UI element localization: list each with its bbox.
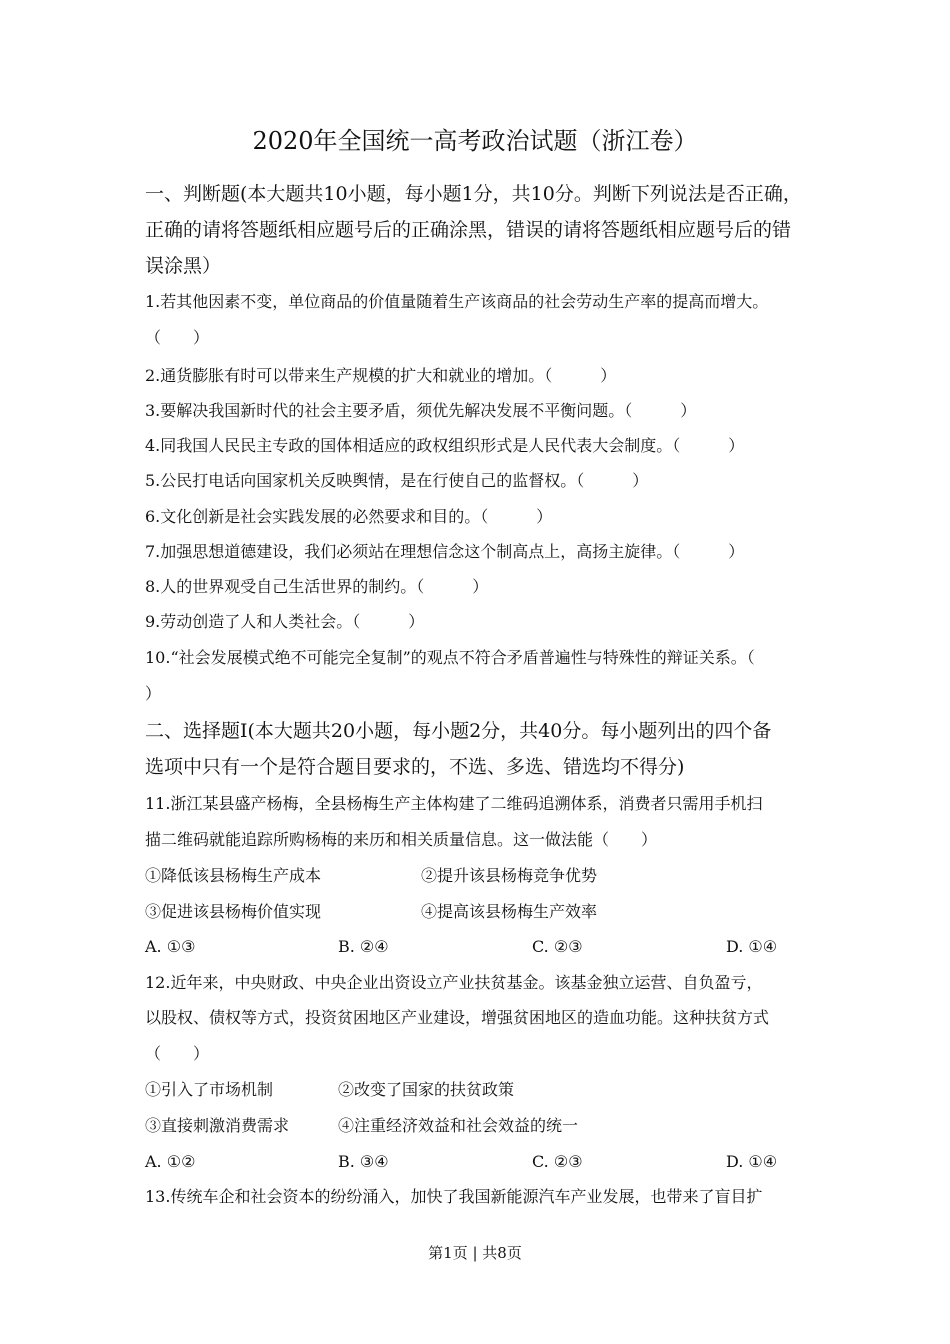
answer-bracket: （ ） xyxy=(145,328,210,347)
choice-a: A. ①② xyxy=(145,1152,196,1171)
question-line: 描二维码就能追踪所购杨梅的来历和相关质量信息。这一做法能（ ） xyxy=(145,830,658,849)
question-line: 7.加强思想道德建设，我们必须站在理想信念这个制高点上，高扬主旋律。（ ） xyxy=(145,542,745,561)
section-heading: 一、判断题(本大题共10小题，每小题1分，共10分。判断下列说法是否正确， xyxy=(145,183,802,205)
choice-c: C. ②③ xyxy=(532,937,583,956)
question-line: 4.同我国人民民主专政的国体相适应的政权组织形式是人民代表大会制度。（ ） xyxy=(145,436,745,455)
question-line: 9.劳动创造了人和人类社会。（ ） xyxy=(145,612,425,631)
choice-row xyxy=(145,1150,845,1174)
question-line: 2.通货膨胀有时可以带来生产规模的扩大和就业的增加。（ ） xyxy=(145,366,617,385)
choice-b: B. ③④ xyxy=(338,1152,389,1171)
section-heading: 正确的请将答题纸相应题号后的正确涂黑，错误的请将答题纸相应题号后的错 xyxy=(145,219,792,241)
statement-row xyxy=(145,1114,845,1138)
statement-row xyxy=(145,864,845,888)
question-line: 11.浙江某县盛产杨梅，全县杨梅生产主体构建了二维码追溯体系，消费者只需用手机扫 xyxy=(145,794,763,813)
section-heading: 误涂黑） xyxy=(145,255,222,277)
question-line: 3.要解决我国新时代的社会主要矛盾，须优先解决发展不平衡问题。（ ） xyxy=(145,401,697,420)
question-line: 10.“社会发展模式绝不可能完全复制”的观点不符合矛盾普遍性与特殊性的辩证关系。（ xyxy=(145,648,755,667)
question-line: 以股权、债权等方式，投资贫困地区产业建设，增强贫困地区的造血功能。这种扶贫方式 xyxy=(145,1008,770,1027)
statement-row xyxy=(145,1078,845,1102)
choice-c: C. ②③ xyxy=(532,1152,583,1171)
statement-row xyxy=(145,900,845,924)
choice-d: D. ①④ xyxy=(726,937,778,956)
choice-d: D. ①④ xyxy=(726,1152,778,1171)
statement-item: ④提高该县杨梅生产效率 xyxy=(421,902,598,921)
choice-b: B. ②④ xyxy=(338,937,389,956)
statement-item: ②改变了国家的扶贫政策 xyxy=(338,1080,515,1099)
statement-item: ①降低该县杨梅生产成本 xyxy=(145,866,322,885)
statement-item: ③促进该县杨梅价值实现 xyxy=(145,902,322,921)
answer-bracket: （ ） xyxy=(145,1044,210,1063)
question-line: 5.公民打电话向国家机关反映舆情，是在行使自己的监督权。（ ） xyxy=(145,471,649,490)
statement-item: ④注重经济效益和社会效益的统一 xyxy=(338,1116,579,1135)
section-heading: 选项中只有一个是符合题目要求的，不选、多选、错选均不得分) xyxy=(145,756,685,778)
statement-item: ①引入了市场机制 xyxy=(145,1080,274,1099)
page-footer: 第1页 | 共8页 xyxy=(428,1244,522,1262)
choice-row xyxy=(145,935,845,959)
page-title: 2020年全国统一高考政治试题（浙江卷） xyxy=(252,127,698,155)
question-line: 1.若其他因素不变，单位商品的价值量随着生产该商品的社会劳动生产率的提高而增大。 xyxy=(145,292,769,311)
statement-item: ③直接刺激消费需求 xyxy=(145,1116,290,1135)
statement-item: ②提升该县杨梅竞争优势 xyxy=(421,866,598,885)
question-line: 8.人的世界观受自己生活世界的制约。（ ） xyxy=(145,577,489,596)
question-line: 13.传统车企和社会资本的纷纷涌入，加快了我国新能源汽车产业发展，也带来了盲目扩 xyxy=(145,1187,763,1206)
question-line: 12.近年来，中央财政、中央企业出资设立产业扶贫基金。该基金独立运营、自负盈亏， xyxy=(145,973,763,992)
choice-a: A. ①③ xyxy=(145,937,196,956)
section-heading: 二、选择题Ⅰ(本大题共20小题，每小题2分，共40分。每小题列出的四个备 xyxy=(145,720,772,742)
question-line: 6.文化创新是社会实践发展的必然要求和目的。（ ） xyxy=(145,507,553,526)
answer-bracket: ） xyxy=(145,684,162,703)
